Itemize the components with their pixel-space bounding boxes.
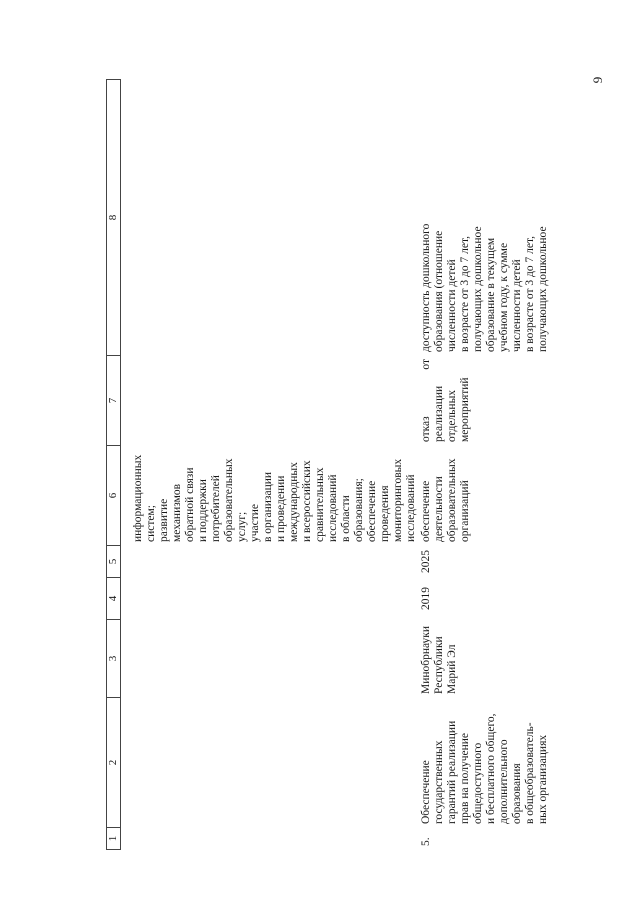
text-line: обратной связи <box>184 467 196 542</box>
text-line: организаций <box>459 480 471 542</box>
text-line: в возрасте от 3 до 7 лет, <box>459 235 471 352</box>
text-line: исследований <box>327 474 339 542</box>
rotated-table-wrapper <box>106 80 576 850</box>
header-col-2: 2 <box>107 698 121 828</box>
program-table <box>106 79 571 850</box>
text-line: численности детей <box>446 259 458 352</box>
text-line: гарантий реализации <box>446 720 458 824</box>
text-line: в возрасте от 3 до 7 лет, <box>524 235 536 352</box>
text-line: Марий Эл <box>446 644 458 694</box>
text-line: услуг; <box>236 511 248 542</box>
text-line: в общеобразователь- <box>524 722 536 824</box>
text-line: и проведении <box>275 475 287 542</box>
start-year: 2019 <box>420 587 432 610</box>
text-line: и поддержки <box>197 479 209 542</box>
text-line: прав на получение <box>459 733 471 824</box>
header-col-8: 8 <box>107 80 121 356</box>
executor <box>419 620 571 698</box>
page-number: 9 <box>590 76 605 84</box>
consequence <box>419 356 571 446</box>
text-line: образовательных <box>446 458 458 542</box>
text-line: учебном году, к сумме <box>498 242 510 352</box>
measure-name <box>419 698 571 828</box>
continuation-col6 <box>131 446 419 546</box>
text-line: получающих дошкольное <box>472 226 484 352</box>
text-line: Минобрнауки <box>420 625 432 694</box>
text-line: развитие механизмов <box>158 483 183 542</box>
text-line: обеспечение <box>420 480 432 542</box>
text-line: международных <box>288 462 300 542</box>
text-line: мониторинговых <box>392 458 404 542</box>
header-col-6: 6 <box>107 446 121 546</box>
table-row <box>419 80 571 850</box>
text-line: получающих дошкольное <box>537 226 549 352</box>
text-line: участие <box>249 503 261 542</box>
text-line: и бесплатного общего, <box>485 713 497 824</box>
continuation-row <box>131 80 419 850</box>
text-line: образовательных <box>223 458 235 542</box>
text-line: в организации <box>262 471 274 542</box>
text-line: систем; <box>145 505 157 542</box>
header-col-3: 3 <box>107 620 121 698</box>
text-line: общедоступного <box>472 742 484 824</box>
text-line: образования; <box>353 478 365 542</box>
end-year: 2025 <box>420 550 432 573</box>
text-line: государственных <box>433 740 445 824</box>
text-line: информационных <box>132 454 144 542</box>
spacer-row <box>121 80 132 850</box>
text-line: ных организациях <box>537 734 549 824</box>
text-line: образование в текущем <box>485 237 497 352</box>
text-line: образования <box>511 763 523 824</box>
indicator <box>419 80 571 356</box>
text-line: в области <box>340 495 352 542</box>
text-line: численности детей <box>511 259 523 352</box>
header-row <box>107 80 121 850</box>
header-col-4: 4 <box>107 578 121 620</box>
header-col-7: 7 <box>107 356 121 446</box>
text-line: обеспечение <box>366 480 378 542</box>
text-line: отказ от реализации <box>420 359 445 442</box>
text-line: дополнительного <box>498 739 510 824</box>
text-line: Республики <box>433 636 445 694</box>
text-line: сравнительных <box>314 467 326 542</box>
text-line: доступность дошкольного <box>420 223 432 352</box>
header-col-5: 5 <box>107 546 121 578</box>
text-line: и всероссийских <box>301 460 313 542</box>
text-line: деятельности <box>433 476 445 542</box>
expected-result <box>419 446 571 546</box>
text-line: Обеспечение <box>420 760 432 824</box>
text-line: проведения <box>379 485 391 542</box>
text-line: потребителей <box>210 475 222 542</box>
text-line: образования (отношение <box>433 230 445 352</box>
text-line: отдельных <box>446 389 458 442</box>
text-line: исследований <box>405 474 417 542</box>
header-col-1: 1 <box>107 828 121 850</box>
text-line: мероприятий <box>459 377 471 442</box>
row-number: 5. <box>420 837 432 846</box>
